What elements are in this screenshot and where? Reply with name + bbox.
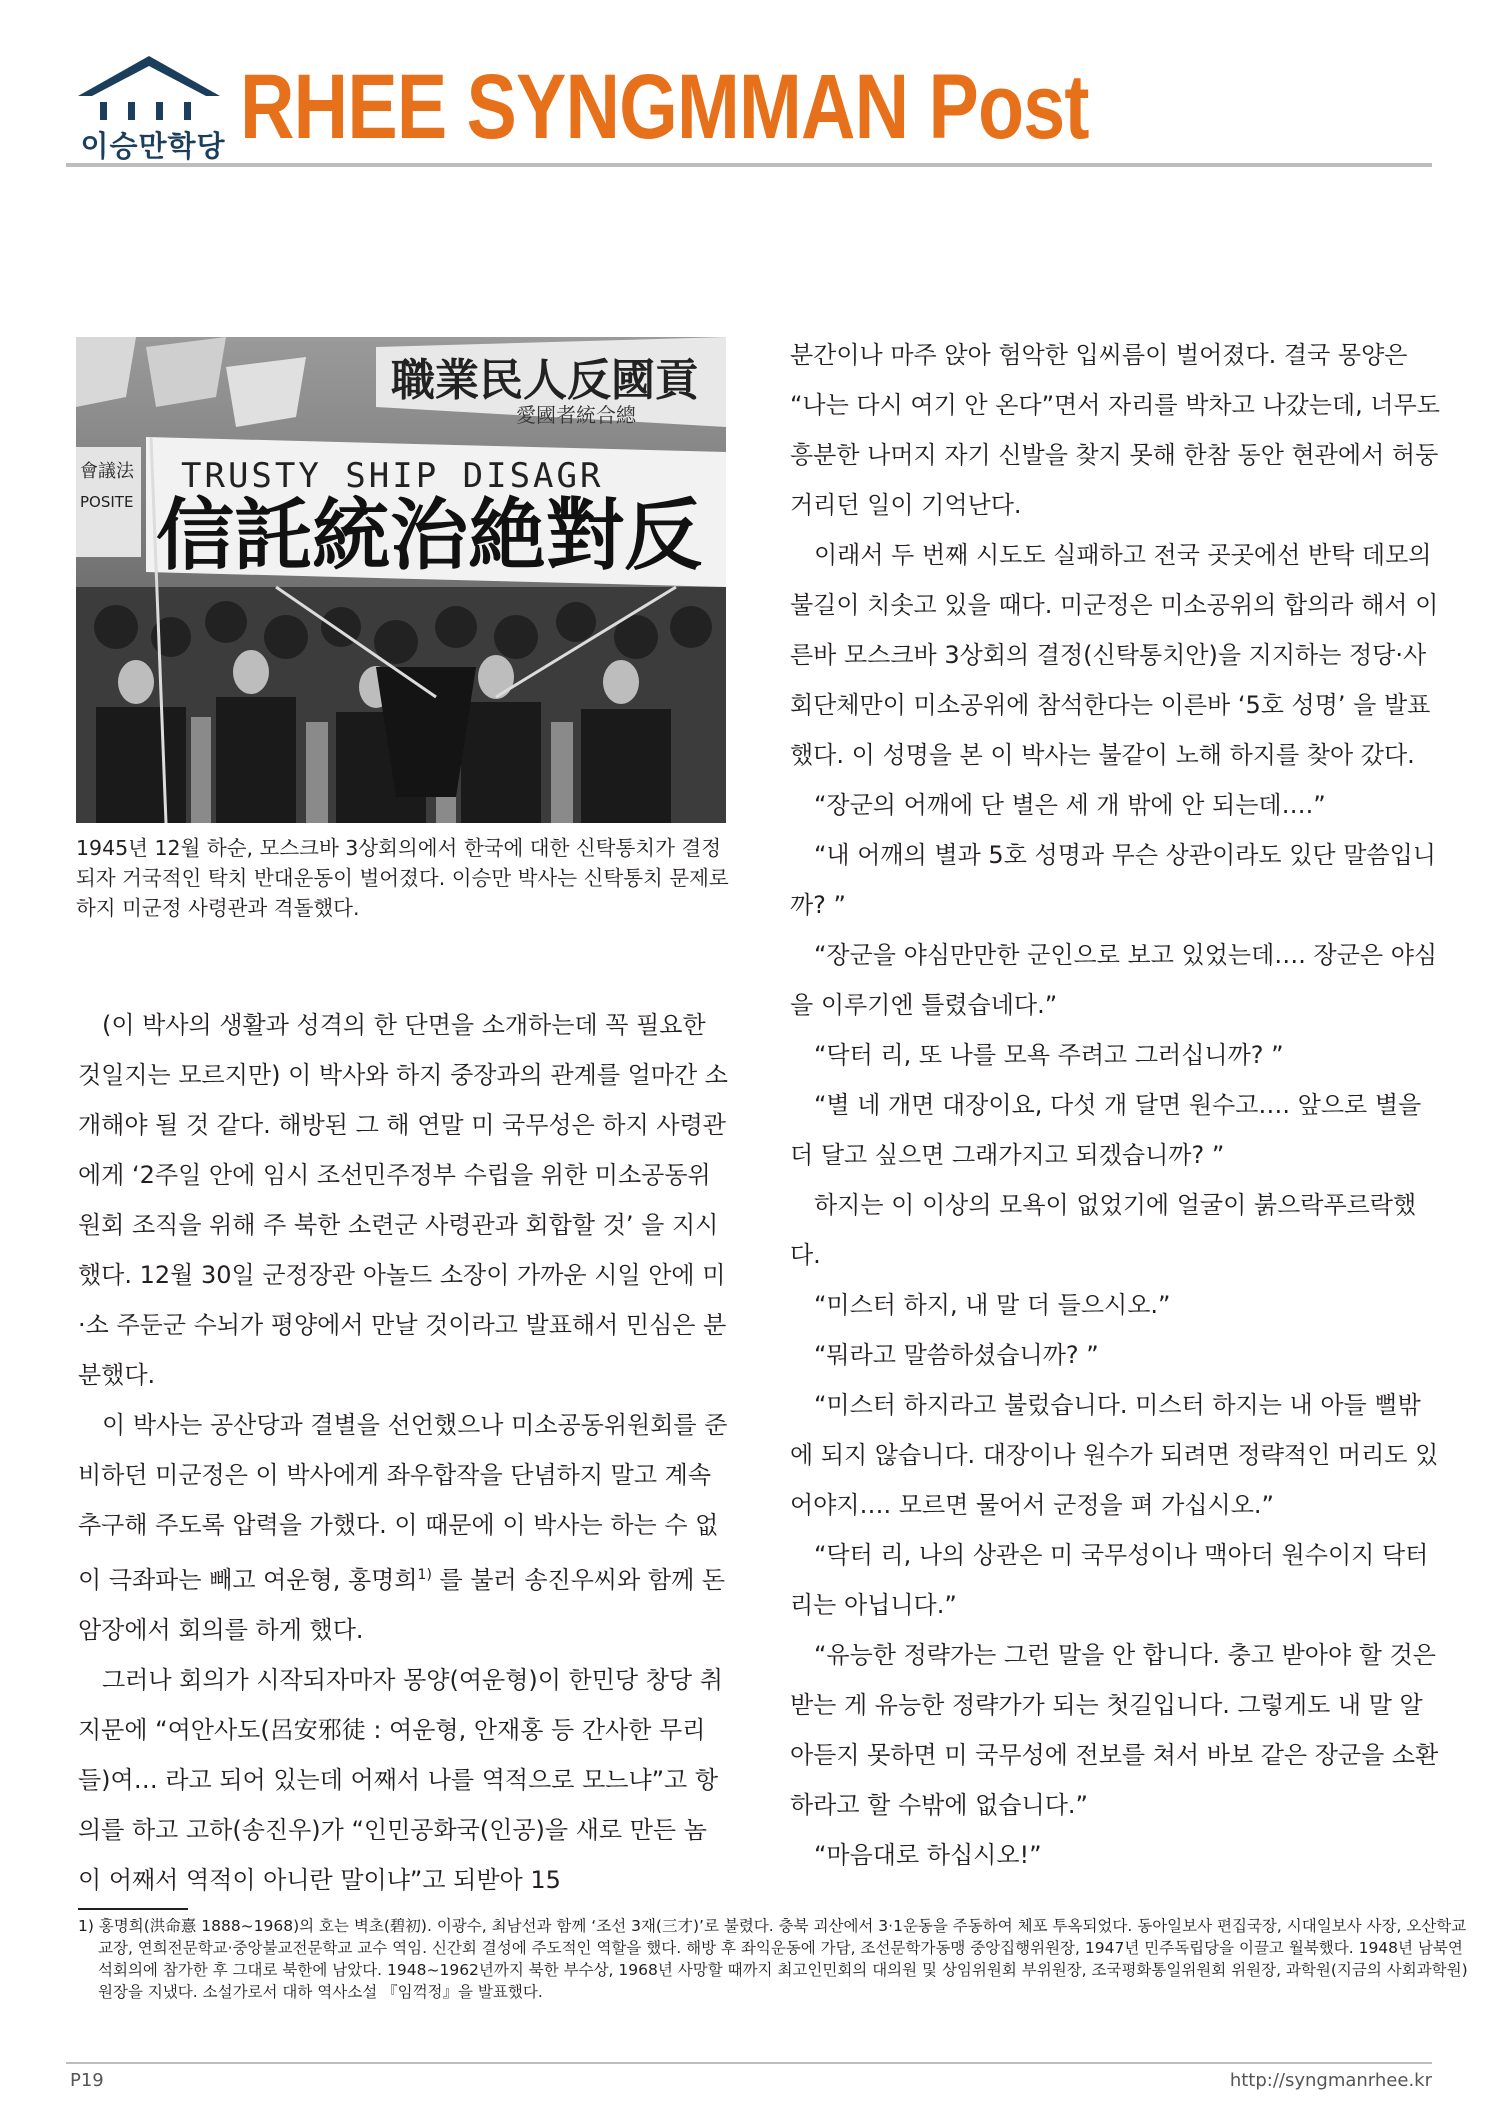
article-paragraph: 그러나 회의가 시작되자마자 몽양(여운형)이 한민당 창당 취지문에 “여안사도(呂安邪徒 : 여운형, 안재홍 등 간사한 무리들)여… 라고 되어 있는데 어째서 나를 역적으로 모느냐”고 항의를 하고 고하(송진우)가 “인민공화국(인공)을 새로 만든 놈이 어째서 역적이 아니란 말이냐”고 되받아 15 — [78, 1666, 723, 1894]
dialogue-line: “미스터 하지, 내 말 더 들으시오.” — [814, 1291, 1171, 1319]
left-sign-text: 會議法 — [80, 461, 134, 482]
footer-url-link[interactable]: http://syngmanrhee.kr — [1229, 2070, 1432, 2091]
school-house-icon — [66, 52, 232, 124]
article-paragraph: 분간이나 마주 앉아 험악한 입씨름이 벌어졌다. 결국 몽양은 “나는 다시 여기 안 온다”면서 자리를 박차고 나갔는데, 너무도 흥분한 나머지 자기 신발을 찾지 못해 한참 동안 현관에서 허둥거리던 일이 기억난다. — [790, 341, 1440, 519]
article-paragraph: (이 박사의 생활과 성격의 한 단면을 소개하는데 꼭 필요한 것일지는 모르지만) 이 박사와 하지 중장과의 관계를 얼마간 소개해야 될 것 같다. 해방된 그 해 연말 미 국무성은 하지 사령관에게 ‘2주일 안에 임시 조선민주정부 수립을 위한 미소공동위원회 조직을 위해 주 북한 소련군 사령관과 회합할 것’ 을 지시했다. 12월 30일 군정장관 아놀드 소장이 가까운 시일 안에 미·소 주둔군 수뇌가 평양에서 만날 것이라고 발표해서 민심은 분분했다. — [78, 1011, 728, 1389]
footnote-divider — [78, 1908, 188, 1910]
footnote: 1) 홍명희(洪命憙 1888~1968)의 호는 벽초(碧初). 이광수, 최남선과 함께 ‘조선 3재(三才)’로 불렸다. 충북 괴산에서 3·1운동을 주동하여 체포 투옥되었다. 동아일보사 편집국장, 시대일보사 사장, 오산학교 교장, 연희전문학교·중앙불교전문학교 교수 역임. 신간회 결성에 주도적인 역할을 했다. 해방 후 좌익운동에 가담, 조선문학가동맹 중앙집행위원장, 1947년 민주독립당을 이끌고 월북했다. 1948년 남북연석회의에 참가한 후 그대로 북한에 남았다. 1948~1962년까지 북한 부수상, 1968년 사망할 때까지 최고인민회의 대의원 및 상임위원회 부위원장, 조국평화통일위원회 위원장, 과학원(지금의 사회과학원) 원장을 지냈다. 소설가로서 대하 역사소설 『임꺽정』을 발표했다. — [78, 1917, 1468, 2001]
dialogue-line: “내 어깨의 별과 5호 성명과 무슨 상관이라도 있단 말씀입니까? ” — [790, 841, 1436, 919]
left-sign-english: POSITE — [80, 493, 134, 511]
article-right-column — [790, 330, 1440, 1880]
footer-divider — [66, 2062, 1432, 2064]
article-paragraph: 이 박사는 공산당과 결별을 선언했으나 미소공동위원회를 준비하던 미군정은 이 박사에게 좌우합작을 단념하지 말고 계속 추구해 주도록 압력을 가했다. 이 때문에 이 박사는 하는 수 없이 극좌파는 빼고 여운형, 홍명희$^{1)}$ 를 불러 송진우씨와 함께 돈암장에서 회의를 하게 했다. — [78, 1411, 728, 1644]
article-left-column — [78, 1000, 728, 1905]
dialogue-line: “장군의 어깨에 단 별은 세 개 밖에 안 되는데….” — [814, 791, 1326, 819]
header-divider — [66, 163, 1432, 167]
banner-small-text: 愛國者統合總 — [516, 403, 636, 427]
logo-text: 이승만학당 — [80, 129, 226, 163]
dialogue-line: “닥터 리, 나의 상관은 미 국무성이나 맥아더 원수이지 닥터 리는 아닙니다.” — [790, 1541, 1429, 1619]
footnote-ref[interactable]: 1) — [417, 1567, 432, 1583]
publication-title: RHEE SYNGMMAN Post — [240, 56, 1089, 158]
dialogue-line: “닥터 리, 또 나를 모욕 주려고 그러십니까? ” — [814, 1041, 1284, 1069]
banner-top-text: 職業民人反國貢 — [391, 355, 699, 406]
dialogue-line: “별 네 개면 대장이요, 다섯 개 달면 원수고…. 앞으로 별을 더 달고 싶으면 그래가지고 되겠습니까? ” — [790, 1091, 1422, 1169]
article-paragraph: 하지는 이 이상의 모욕이 없었기에 얼굴이 붉으락푸르락했다. — [790, 1191, 1417, 1269]
banner-english-text: TRUSTY SHIP DISAGR — [181, 456, 604, 496]
page-number: P19 — [70, 2070, 104, 2091]
article-paragraph: 이래서 두 번째 시도도 실패하고 전국 곳곳에선 반탁 데모의 불길이 치솟고 있을 때다. 미군정은 미소공위의 합의라 해서 이른바 모스크바 3상회의 결정(신탁통치안)을 지지하는 정당·사회단체만이 미소공위에 참석한다는 이른바 ‘5호 성명’ 을 발표했다. 이 성명을 본 이 박사는 불같이 노해 하지를 찾아 갔다. — [790, 541, 1439, 769]
protest-photo — [76, 337, 726, 823]
photo-caption: 1945년 12월 하순, 모스크바 3상회의에서 한국에 대한 신탁통치가 결정되자 거국적인 탁치 반대운동이 벌어졌다. 이승만 박사는 신탁통치 문제로 하지 미군정 사령관과 격돌했다. — [76, 836, 729, 920]
dialogue-line: “뭐라고 말씀하셨습니까? ” — [814, 1341, 1099, 1369]
dialogue-line: “마음대로 하십시오!” — [814, 1841, 1042, 1869]
dialogue-line: “장군을 야심만만한 군인으로 보고 있었는데…. 장군은 야심을 이루기엔 틀렸습네다.” — [790, 941, 1438, 1019]
logo — [66, 52, 232, 163]
banner-chinese-text: 信託統治絶對反 — [156, 490, 703, 581]
dialogue-line: “유능한 정략가는 그런 말을 안 합니다. 충고 받아야 할 것은 받는 게 유능한 정략가가 되는 첫길입니다. 그렇게도 내 말 알아듣지 못하면 미 국무성에 전보를 쳐서 바보 같은 장군을 소환하라고 할 수밖에 없습니다.” — [790, 1641, 1439, 1819]
dialogue-line: “미스터 하지라고 불렀습니다. 미스터 하지는 내 아들 뻘밖에 되지 않습니다. 대장이나 원수가 되려면 정략적인 머리도 있어야지…. 모르면 물어서 군정을 펴 가십시오.” — [790, 1391, 1439, 1519]
